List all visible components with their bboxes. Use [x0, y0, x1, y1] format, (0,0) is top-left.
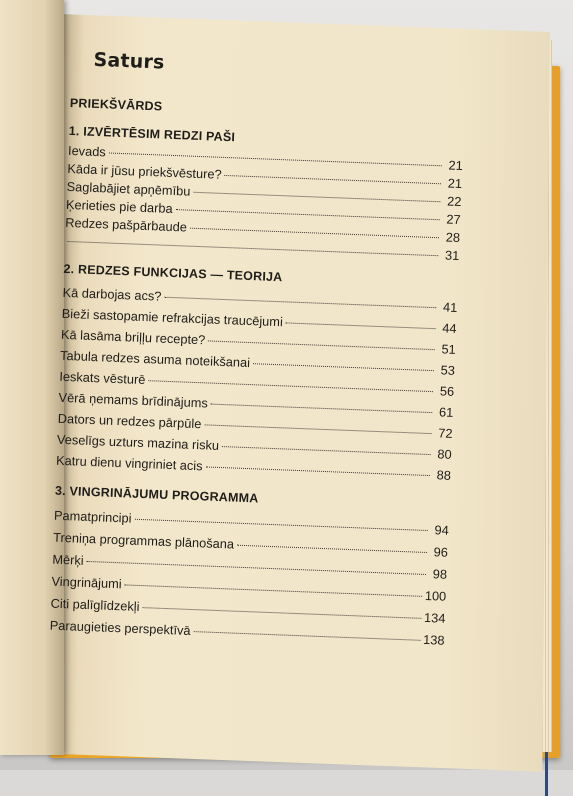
section-heading: 3. VINGRINĀJUMU PROGRAMMA — [54, 483, 259, 506]
entry-label: Redzes pašpārbaude — [65, 214, 188, 235]
entry-label: Citi palīglīdzekļi — [50, 595, 140, 614]
leader-dots — [211, 404, 433, 414]
entry-page: 53 — [440, 362, 456, 378]
leader-dots — [68, 241, 439, 256]
toc-title: Saturs — [93, 48, 165, 74]
entry-page: 21 — [448, 157, 464, 174]
entry-page: 21 — [447, 175, 463, 192]
section-heading: 1. IZVĒRTĒSIM REDZI PAŠI — [68, 123, 236, 145]
entry-label: Vingrinājumi — [51, 573, 122, 592]
leader-dots — [286, 322, 436, 329]
entry-page: 100 — [424, 587, 447, 604]
leader-dots — [148, 380, 433, 392]
entry-label: Vērā ņemams brīdinājums — [58, 389, 209, 411]
entry-label: Kā darbojas acs? — [62, 284, 162, 304]
entry-page: 51 — [441, 341, 456, 357]
entry-page: 134 — [423, 609, 446, 626]
entry-page: 138 — [422, 631, 445, 648]
entry-label: Ķerieties pie darba — [65, 196, 173, 216]
entry-label: Ieskats vēsturē — [59, 368, 146, 388]
leader-dots — [176, 209, 440, 220]
entry-label: Pamatprincipi — [53, 507, 132, 526]
entry-label: Veselīgs uzturs mazina risku — [56, 431, 220, 453]
entry-page: 44 — [442, 320, 457, 336]
table-of-contents — [50, 48, 467, 648]
entry-page: 22 — [446, 193, 462, 210]
entry-label: Kāda ir jūsu priekšvēsture? — [67, 160, 222, 182]
leader-dots — [142, 607, 421, 619]
leader-dots — [125, 584, 422, 596]
leader-dots — [194, 631, 421, 641]
leader-dots — [204, 424, 431, 434]
entry-label: Ievads — [67, 142, 107, 160]
entry-page: 94 — [434, 522, 450, 538]
left-page-edge — [0, 0, 64, 755]
entry-page: 61 — [438, 404, 454, 420]
entry-label: Bieži sastopamie refrakcijas traucējumi — [61, 305, 284, 330]
entry-page: 41 — [442, 299, 458, 315]
entry-label: Dators un redzes pārpūle — [57, 410, 202, 432]
leader-dots — [253, 363, 434, 371]
leader-dots — [222, 446, 431, 455]
entry-label: Saglabājiet apņēmību — [66, 178, 191, 199]
entry-page: 56 — [439, 383, 455, 399]
entry-label: Tabula redzes asuma noteikšanai — [59, 347, 251, 371]
entry-label: Paraugieties perspektīvā — [49, 617, 191, 638]
entry-label: Mērķi — [52, 551, 84, 568]
leader-dots — [225, 175, 442, 184]
entry-page: 28 — [445, 229, 461, 246]
leader-dots — [190, 228, 439, 239]
leader-dots — [134, 519, 427, 531]
entry-page: 27 — [446, 211, 461, 228]
leader-dots — [87, 561, 427, 575]
entry-page: 80 — [437, 446, 452, 462]
entry-page: 88 — [436, 467, 452, 483]
section-heading: 2. REDZES FUNKCIJAS — TEORIJA — [63, 261, 283, 285]
entry-label: Treniņa programmas plānošana — [52, 529, 235, 552]
entry-page: 98 — [432, 566, 448, 582]
leader-dots — [206, 466, 430, 476]
leader-dots — [193, 192, 440, 202]
entry-page: 72 — [437, 425, 453, 441]
leader-dots — [237, 545, 427, 553]
entry-page: 96 — [433, 544, 449, 560]
leader-dots — [208, 340, 434, 350]
leader-dots — [164, 297, 436, 308]
entry-label: Kā lasāma briļļu recepte? — [60, 326, 206, 348]
entry-label: Katru dienu vingriniet acis — [55, 452, 203, 474]
preface-heading: PRIEKŠVĀRDS — [69, 95, 163, 114]
entry-page: 31 — [444, 247, 460, 264]
